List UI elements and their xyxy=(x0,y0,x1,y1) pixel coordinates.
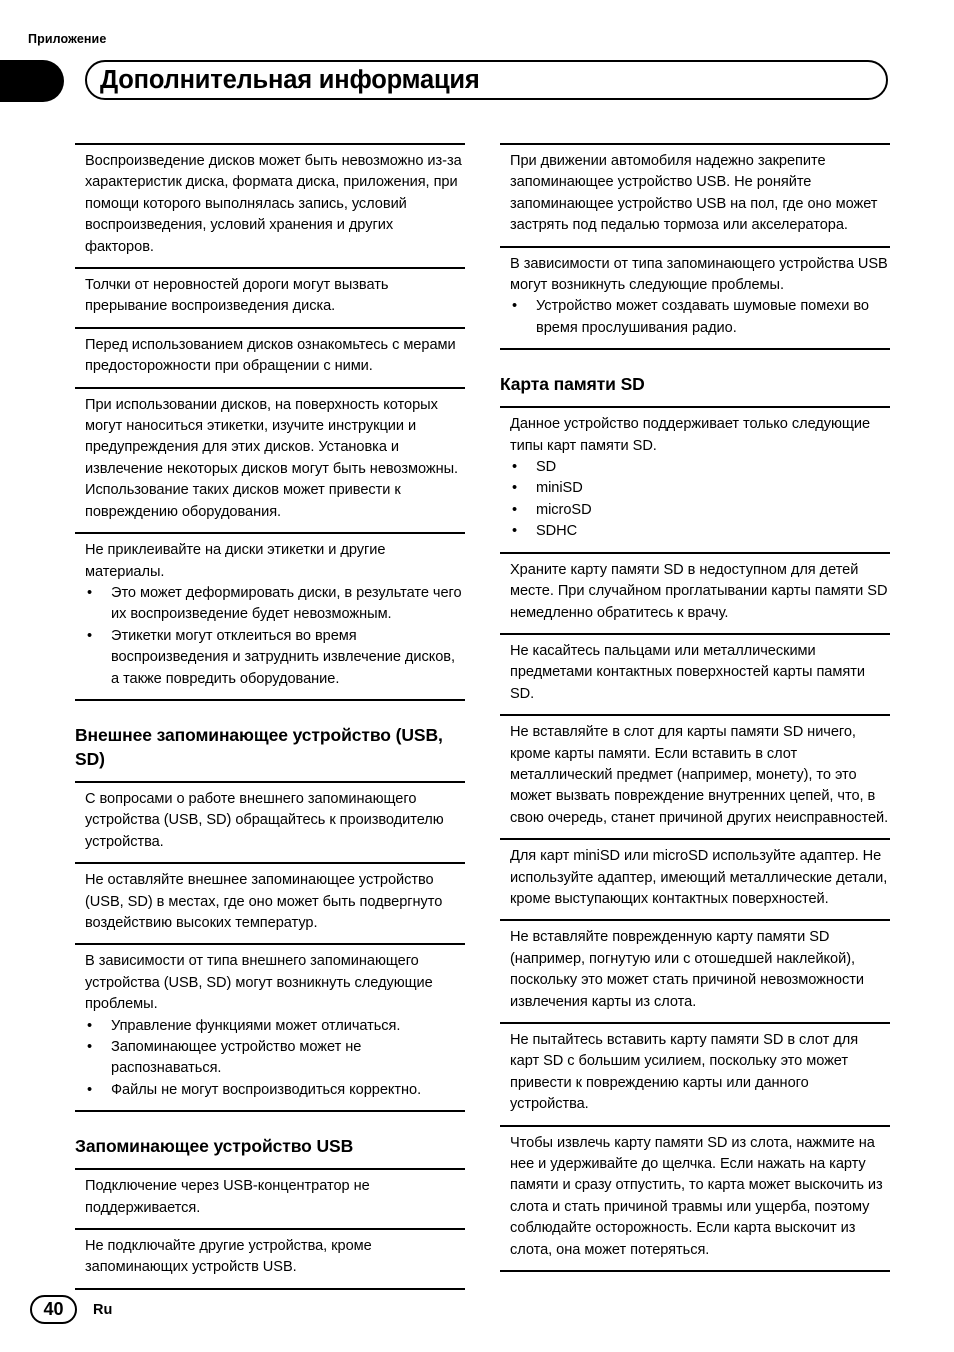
note-block xyxy=(500,1022,890,1125)
note-block xyxy=(500,406,890,551)
section-heading-usb: Запоминающее устройство USB xyxy=(75,1136,354,1157)
chapter-banner xyxy=(0,60,954,104)
list-item-label: Файлы не могут воспроизводиться корректно. xyxy=(111,1081,422,1098)
page-footer xyxy=(30,1295,112,1324)
note-block xyxy=(75,943,465,1112)
bullet-icon: • xyxy=(512,523,518,540)
note-bullet-list xyxy=(500,457,890,543)
list-item xyxy=(85,1080,465,1101)
note-bullet-list xyxy=(75,1016,465,1102)
bullet-icon: • xyxy=(87,1039,93,1055)
list-item xyxy=(85,1037,465,1080)
note-block xyxy=(500,1125,890,1272)
note-paragraph: Перед использованием дисков ознакомьтесь с мерами предосторожности при обращении с ними. xyxy=(85,336,456,375)
bullet-icon: • xyxy=(512,501,518,518)
note-paragraph: Не оставляйте внешнее запоминающее устройство (USB, SD) в местах, где оно может быть подвергнуто воздействию высоких температур. xyxy=(85,872,443,931)
note-block xyxy=(75,143,465,267)
list-item-label: Этикетки могут отклеиться во время воспроизведения и затруднить извлечение дисков, а также повредить оборудование. xyxy=(111,627,455,687)
note-paragraph: Не пытайтесь вставить карту памяти SD в слот для карт SD с большим усилием, поскольку это может привести к повреждению карты или данного устройства. xyxy=(510,1032,859,1113)
list-item-label: Это может деформировать диски, в результате чего их воспроизведение будет невозможным. xyxy=(111,584,462,623)
language-code: Ru xyxy=(93,1301,113,1318)
list-item-label: Управление функциями может отличаться. xyxy=(111,1017,401,1034)
page-title: Дополнительная информация xyxy=(100,66,480,94)
note-block xyxy=(75,327,465,387)
list-item xyxy=(510,457,890,478)
section-heading-sd-card: Карта памяти SD xyxy=(500,374,645,395)
note-paragraph: При использовании дисков, на поверхность которых могут наноситься этикетки, изучите инструкции и предупреждения для этих дисков. Установка и извлечение некоторых дисков могут быть невозможны. Использование таких дисков может привести к повреждению оборудования. xyxy=(85,396,459,520)
list-item-label: Устройство может создавать шумовые помехи во время прослушивания радио. xyxy=(536,298,869,336)
note-block xyxy=(75,1228,465,1290)
list-item xyxy=(85,1016,465,1037)
note-block xyxy=(500,714,890,838)
list-item xyxy=(510,521,890,542)
note-block xyxy=(75,781,465,862)
list-item xyxy=(510,296,890,339)
list-item-label: microSD xyxy=(536,501,592,518)
note-paragraph: Толчки от неровностей дороги могут вызвать прерывание воспроизведения диска. xyxy=(85,277,389,315)
bullet-icon: • xyxy=(512,298,518,315)
chapter-tab-marker xyxy=(0,60,64,102)
note-paragraph: При движении автомобиля надежно закрепите запоминающее устройство USB. Не роняйте запоминающее устройство USB на пол, где оно может застрять под педалью тормоза или акселератора. xyxy=(510,153,878,234)
note-paragraph: Не вставляйте в слот для карты памяти SD ничего, кроме карты памяти. Если вставить в слот металлический предмет (например, монету), то это может вызвать повреждение внутренних цепей, что, в свою очередь, станет причиной других неисправностей. xyxy=(510,724,889,826)
note-bullet-list xyxy=(75,583,465,690)
list-item xyxy=(510,478,890,499)
right-column xyxy=(500,143,890,1272)
list-item xyxy=(510,500,890,521)
section-heading-usb-sd: Внешнее запоминающее устройство (USB, SD) xyxy=(75,724,443,769)
list-item-label: Запоминающее устройство может не распознаваться. xyxy=(111,1039,362,1077)
note-block xyxy=(75,862,465,943)
note-paragraph: Храните карту памяти SD в недоступном для детей месте. При случайном проглатывании карты памяти SD немедленно обратитесь к врачу. xyxy=(510,561,888,621)
note-block xyxy=(500,919,890,1022)
bullet-icon: • xyxy=(512,459,518,476)
list-item xyxy=(85,626,465,690)
note-paragraph: Подключение через USB-концентратор не поддерживается. xyxy=(85,1178,370,1216)
note-block xyxy=(500,552,890,633)
note-paragraph: Для карт miniSD или microSD используйте адаптер. Не используйте адаптер, имеющий металлические детали, кроме выступающих контактных поверхностей. xyxy=(510,848,888,907)
bullet-icon: • xyxy=(87,1081,93,1098)
note-paragraph: Не приклеивайте на диски этикетки и другие материалы. xyxy=(85,542,386,580)
note-paragraph: Чтобы извлечь карту памяти SD из слота, нажмите на нее и удерживайте до щелчка. Если нажать на карту памяти и сразу отпустить, то карта может выскочить из слота и стать причиной травмы или ущерба, поэтому соблюдайте осторожность. Если карта выскочит из слота, она может потеряться. xyxy=(510,1134,883,1258)
bullet-icon: • xyxy=(512,480,518,497)
bullet-icon: • xyxy=(87,1017,93,1034)
note-block xyxy=(75,1168,465,1228)
note-paragraph: Не касайтесь пальцами или металлическими предметами контактных поверхностей карты памяти SD. xyxy=(510,642,865,702)
note-paragraph: Не подключайте другие устройства, кроме запоминающих устройств USB. xyxy=(85,1238,372,1276)
note-paragraph: Не вставляйте поврежденную карту памяти SD (например, погнутую или с отошедшей наклейкой), поскольку это может стать причиной невозможности извлечения карты из слота. xyxy=(510,929,864,1010)
note-block xyxy=(500,143,890,246)
bullet-icon: • xyxy=(87,627,93,644)
running-head: Приложение xyxy=(28,32,107,46)
note-paragraph: В зависимости от типа запоминающего устройства USB могут возникнуть следующие проблемы. xyxy=(510,255,888,294)
list-item-label: miniSD xyxy=(536,480,583,497)
note-paragraph: С вопросами о работе внешнего запоминающего устройства (USB, SD) обращайтесь к производителю устройства. xyxy=(85,790,444,850)
bullet-icon: • xyxy=(87,584,93,601)
note-block xyxy=(500,838,890,919)
page-number: 40 xyxy=(30,1295,77,1324)
note-block xyxy=(75,267,465,327)
note-paragraph: В зависимости от типа внешнего запоминающего устройства (USB, SD) могут возникнуть следующие проблемы. xyxy=(85,953,433,1013)
note-paragraph: Данное устройство поддерживает только следующие типы карт памяти SD. xyxy=(510,416,871,454)
note-bullet-list xyxy=(500,296,890,339)
note-block xyxy=(500,633,890,714)
note-block xyxy=(75,387,465,532)
list-item xyxy=(85,583,465,626)
list-item-label: SD xyxy=(536,459,557,476)
note-block xyxy=(500,246,890,351)
note-paragraph: Воспроизведение дисков может быть невозможно из-за характеристик диска, формата диска, приложения, при помощи которого выполнялась запись, условий воспроизведения, условий хранения и других факторов. xyxy=(85,153,462,255)
left-column xyxy=(75,143,465,1290)
list-item-label: SDHC xyxy=(536,523,578,540)
note-block xyxy=(75,532,465,701)
